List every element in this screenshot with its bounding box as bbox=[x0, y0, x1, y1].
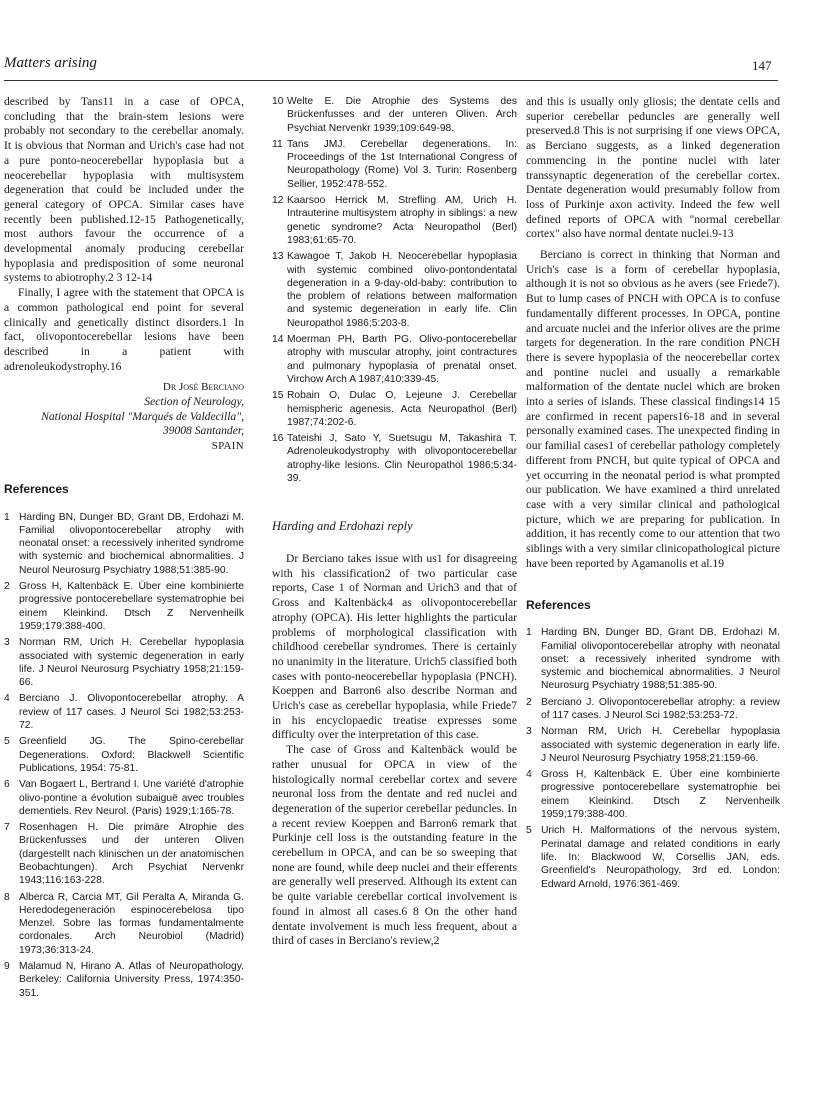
column-2 bbox=[272, 95, 517, 949]
author-signature bbox=[4, 380, 244, 454]
reference-item: 10 Welte E. Die Atrophie des Systems des Brückenfusses and der unteren Oliven. Arch Psychiat Nervenkr 1939;109:649-98. bbox=[272, 96, 517, 134]
reply-heading: Harding and Erdohazi reply bbox=[272, 519, 413, 534]
page-number: 147 bbox=[752, 58, 772, 73]
column-1 bbox=[4, 95, 244, 1003]
reference-item: 9 Malamud N, Hirano A. Atlas of Neuropathology. Berkeley: California University Press, 1974:350-351. bbox=[4, 961, 244, 999]
body-paragraph: Dr Berciano takes issue with us1 for disagreeing with his classification2 of two particular case reports, Case 1 of Norman and Urich3 and that of Gross and Kaltenbäck4 as olivopontocerebellar atrophy (OPCA). His letter highlights the particular problems of morphological classification with childhood cerebellar syndromes. There is certainly no unanimity in the literature. Urich5 classified both cases with ponto-neocerebellar hypoplasia (PNCH). Koeppen and Barron6 also describe Norman and Urich's case as cerebellar hypoplasia, while Friede7 in his encyclopaedic treatise expresses some difficulty over the interpretation of this case. bbox=[272, 552, 517, 742]
running-head: Matters arising bbox=[4, 55, 97, 71]
references-heading: References bbox=[4, 481, 69, 496]
reference-item: 2 Berciano J. Olivopontocerebellar atrophy: a review of 117 cases. J Neurol Sci 1982;53:253-72. bbox=[526, 696, 780, 721]
reference-item: 7 Rosenhagen H. Die primäre Atrophie des Brückenfusses und der unteren Oliven (dargestellt nach klinischen un der anatomischen Beobachtungen). Arch Psychiat Nervenkr 1943;116:163-228. bbox=[4, 822, 244, 887]
reference-item: 5 Greenfield JG. The Spino-cerebellar Degenerations. Oxford: Blackwell Scientific Publications, 1954: 75-81. bbox=[4, 736, 244, 774]
reference-item: 3 Norman RM, Urich H. Cerebellar hypoplasia associated with systemic degeneration in early life. J Neurol Neurosurg Psychiatry 1958;21:159-66. bbox=[4, 637, 244, 689]
author-affiliation-line: Section of Neurology, bbox=[144, 395, 244, 409]
author-affiliation-line: 39008 Santander, bbox=[162, 424, 244, 438]
reference-item: 4 Gross H, Kaltenbäck E. Über eine kombinierte progressive pontocerebellare systematrophie bei einem Kleinkind. Dtsch Z Nervenheilk 1959;179:388-400. bbox=[526, 769, 780, 821]
reference-item: 14 Moerman PH, Barth PG. Olivo-pontocerebellar atrophy with muscular atrophy, joint contractures and pulmonary hypoplasia of prenatal onset. Virchow Arch A 1987;410:339-45. bbox=[272, 334, 517, 385]
author-affiliation-line: National Hospital "Marqués de Valdecilla", bbox=[41, 409, 244, 423]
reference-item: 16 Tateishi J, Sato Y, Suetsugu M, Takashira T. Adrenoleukodystrophy with olivopontocerebellar atrophy-like lesions. Clin Neuropathol 1986;5:34-39. bbox=[272, 433, 517, 485]
reference-item: 8 Alberca R, Carcia MT, Gil Peralta A, Miranda G. Heredodegeneración espinocerebelosa tipo Menzel. Sobre las formas fundamentalmente cordonales. Arch Neurobiol (Madrid) 1973;36:313-24. bbox=[4, 891, 244, 956]
author-name: Dr José Berciano bbox=[162, 381, 244, 394]
reference-list-continued bbox=[272, 95, 517, 485]
body-paragraph: and this is usually only gliosis; the dentate cells and superior cerebellar peduncles are generally well preserved.8 This is not surprising if one views OPCA, as Berciano suggests, as a linked degeneration commencing in the pontine nuclei with later transsynaptic degeneration of the cerebellar cortex. Dentate degeneration would presumably follow from loss of Purkinje axon activity. Indeed the few well defined reports of OPCA with "normal cerebellar cortex" also have normal dentate nuclei.9-13 bbox=[526, 95, 780, 241]
body-paragraph: The case of Gross and Kaltenbäck would be rather unusual for OPCA in view of the histologically normal cerebellar cortex and severe neuronal loss from the dentate and red nuclei and degeneration of the superior cerebellar peduncles. In a recent review Koeppen and Barron6 remark that Purkinje cell loss is the outstanding feature in the cerebellum in OPCA, and can be so sweeping that none are found, while deep nuclei and their efferents are generally well preserved. Although its extent can be quite variable cerebellar cortical involvement is found in almost all cases.6 8 On the other hand dentate involvement is much less frequent, about a third of cases in Berciano's review,2 bbox=[272, 743, 517, 948]
reference-list bbox=[526, 626, 780, 891]
reference-item: 13 Kawagoe T, Jakob H. Neocerebellar hypoplasia with systemic combined olivo-pontondentatal degeneration in a 9-day-old-baby: contribution to the problem of relations between malformation and systemic degeneration in early life. Clin Neuropathol 1986;5:203-8. bbox=[272, 251, 517, 329]
header-rule bbox=[4, 80, 778, 81]
reference-item: 5 Urich H. Malformations of the nervous system, Perinatal damage and related conditions in early life. In: Blackwood W, Corsellis JAN, eds. Greenfield's Neuropathology, 3rd ed. London: Edward Arnold, 1976:361-469. bbox=[526, 825, 780, 890]
reference-item: 6 Van Bogaert L, Bertrand I. Une variété d'atrophie olivo-pontine a évolution subaiguë avec troubles dementiels. Rev Neurol. (Paris) 1929;1:165-78. bbox=[4, 779, 244, 817]
column-3 bbox=[526, 95, 780, 894]
references-heading: References bbox=[526, 597, 591, 612]
reference-item: 1 Harding BN, Dunger BD, Grant DB, Erdohazi M. Familial olivopontocerebellar atrophy with neonatal onset: a recessively inherited syndrome with systemic and biochemical abnormalities. J Neurol Neurosurg Psychiatry 1988;51:385-90. bbox=[526, 627, 780, 692]
reference-list bbox=[4, 511, 244, 1000]
reference-item: 12 Kaarsoo Herrick M, Strefling AM, Urich H. Intrauterine multisystem atrophy in siblings: a new genetic syndrome? Acta Neuropathol (Berl) 1983;61:65-70. bbox=[272, 195, 517, 246]
reference-item: 2 Gross H, Kaltenbäck E. Über eine kombinierte progressive pontocerebellare systematrophie bei einem Kleinkind. Dtsch Z Nervenheilk 1959;179:388-400. bbox=[4, 581, 244, 632]
reference-item: 11 Tans JMJ. Cerebellar degenerations. In: Proceedings of the 1st International Congress of Neuropathology (Rome) Vol 3. Turin: Rosenberg Sellier, 1952:478-552. bbox=[272, 138, 517, 190]
body-paragraph: described by Tans11 in a case of OPCA, concluding that the brain-stem lesions were probably not secondary to the cerebellar anomaly. It is obvious that Norman and Urich's case had not a pure ponto-neocerebellar hypoplasia but a neocerebellar hypoplasia with multisystem degeneration that could be included under the general category of OPCA. Similar cases have recently been published.12-15 Pathogenetically, most authors favour the occurrence of a developmental anomaly producing cerebellar hypoplasia and predisposition of some neuronal systems to abiotrophy.2 3 12-14 bbox=[4, 95, 244, 285]
author-country: SPAIN bbox=[211, 440, 244, 453]
reference-item: 15 Robain O, Dulac O, Lejeune J. Cerebellar hemispheric agenesis. Acta Neuropathol (Berl) 1987;74:202-6. bbox=[272, 390, 517, 428]
reference-item: 3 Norman RM, Urich H. Cerebellar hypoplasia associated with systemic degeneration in early life. J Neurol Neurosurg Psychiatry 1958;21:159-66. bbox=[526, 726, 780, 764]
body-paragraph: Finally, I agree with the statement that OPCA is a common pathological end point for several clinically and genetically distinct disorders.1 In fact, olivopontocerebellar lesions have been described in a patient with adrenoleukodystrophy.16 bbox=[4, 286, 244, 373]
body-paragraph: Berciano is correct in thinking that Norman and Urich's case is a form of cerebellar hypoplasia, although it is not so obvious as he avers (see Friede7). But to lump cases of PNCH with OPCA is to confuse fundamentally different processes. In OPCA, pontine and arcuate nuclei and the inferior olives are the prime targets for degeneration. In the rare condition PNCH there is severe hypoplasia of the neocerebellar cortex and pontine nuclei and usually a remarkable malformation of the dentate nuclei which are broken into a series of islands. These classical findings14 15 are confirmed in recent papers16-18 and in several personally examined cases. The unexpected finding in our familial cases1 of cerebellar pathology completely different from PNCH, but quite typical of OPCA and yet occurring in the neonatal period is what prompted our publication. We have examined a third unrelated case with a very similar clinical and pathological picture, which we are preparing for publication. In addition, it has recently come to our attention that two siblings with a very similar clinicopathological picture have been reported by Agamanolis et al.19 bbox=[526, 248, 780, 570]
reference-item: 4 Berciano J. Olivopontocerebellar atrophy. A review of 117 cases. J Neurol Sci 1982;53:253-72. bbox=[4, 693, 244, 732]
reference-item: 1 Harding BN, Dunger BD, Grant DB, Erdohazi M. Familial olivopontocerebellar atrophy with neonatal onset: a recessively inherited syndrome with systemic and biochemical abnormalities. J Neurol Neurosurg Psychiatry 1988;51:385-90. bbox=[4, 511, 244, 576]
